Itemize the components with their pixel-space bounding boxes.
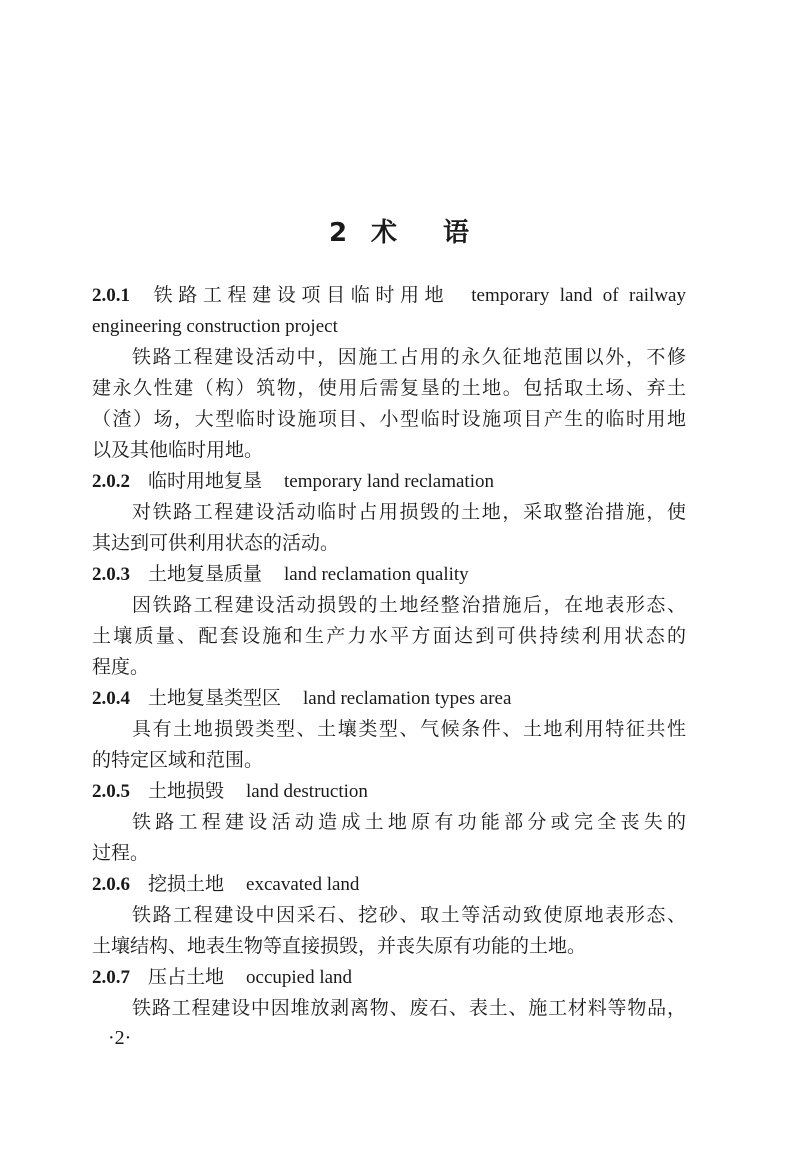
term-definition-line: 具有土地损毁类型、土壤类型、气候条件、土地利用特征共性 [132, 718, 686, 740]
term-chinese: 土地复垦类型区 [148, 687, 282, 709]
term-definition-line: 因铁路工程建设活动损毁的土地经整治措施后，在地表形态、 [132, 594, 686, 616]
term-entry [92, 683, 686, 776]
term-entry [92, 869, 686, 962]
term-english: temporary land reclamation [284, 471, 494, 492]
term-definition-line: 铁路工程建设活动中，因施工占用的永久征地范围以外，不修 [132, 346, 686, 368]
term-entry [92, 466, 686, 559]
term-number: 2.0.5 [92, 781, 130, 802]
term-english: temporary land of railway [471, 285, 686, 306]
chapter-title-char-2: 语 [443, 218, 472, 248]
term-definition-line: 土壤质量、配套设施和生产力水平方面达到可供持续利用状态的 [92, 625, 686, 647]
term-entry [92, 962, 686, 1024]
term-definition-line: 铁路工程建设中因堆放剥离物、废石、表土、施工材料等物品， [132, 997, 686, 1019]
term-entry [92, 280, 686, 466]
page-number: ·2· [108, 1027, 132, 1049]
term-definition-line: 以及其他临时用地。 [92, 439, 264, 461]
term-english: occupied land [246, 967, 353, 988]
term-chinese: 临时用地复垦 [148, 470, 263, 492]
term-definition-line: 的特定区域和范围。 [92, 749, 264, 771]
term-english: land destruction [246, 781, 368, 802]
term-definition-line: 其达到可供利用状态的活动。 [92, 532, 340, 554]
term-heading [92, 683, 686, 714]
term-heading [92, 869, 686, 900]
term-chinese: 挖损土地 [148, 873, 225, 895]
term-number: 2.0.6 [92, 874, 130, 895]
term-definition-line: 对铁路工程建设活动临时占用损毁的土地，采取整治措施，使 [132, 501, 686, 523]
term-chinese: 压占土地 [148, 966, 225, 988]
term-number: 2.0.1 [92, 285, 130, 306]
term-definition-line: 土壤结构、地表生物等直接损毁，并丧失原有功能的土地。 [92, 935, 587, 957]
term-definition-line: 铁路工程建设活动造成土地原有功能部分或完全丧失的 [132, 811, 686, 833]
term-definition-line: 程度。 [92, 656, 150, 678]
term-chinese: 铁路工程建设项目临时用地 [148, 284, 450, 306]
term-english-continued: engineering construction project [92, 316, 338, 337]
term-definition-line: 过程。 [92, 842, 150, 864]
chapter-number: 2 [328, 218, 350, 248]
term-entry [92, 559, 686, 683]
term-definition-line: （渣）场，大型临时设施项目、小型临时设施项目产生的临时用地 [92, 408, 686, 430]
term-entry [92, 776, 686, 869]
term-english: land reclamation types area [303, 688, 512, 709]
term-definition-line: 铁路工程建设中因采石、挖砂、取土等活动致使原地表形态、 [132, 904, 686, 926]
terms-list [92, 280, 686, 1024]
chapter-title-char-1: 术 [371, 218, 400, 248]
term-definition-line: 建永久性建（构）筑物，使用后需复垦的土地。包括取土场、弃土 [92, 377, 686, 399]
term-number: 2.0.4 [92, 688, 130, 709]
term-english: land reclamation quality [284, 564, 469, 585]
page-title [0, 212, 800, 249]
term-heading [92, 466, 686, 497]
term-number: 2.0.3 [92, 564, 130, 585]
term-english: excavated land [246, 874, 360, 895]
term-heading [92, 962, 686, 993]
term-heading [92, 280, 686, 311]
term-number: 2.0.2 [92, 471, 130, 492]
term-heading [92, 776, 686, 807]
term-chinese: 土地复垦质量 [148, 563, 263, 585]
term-number: 2.0.7 [92, 967, 130, 988]
term-heading [92, 559, 686, 590]
term-chinese: 土地损毁 [148, 780, 225, 802]
